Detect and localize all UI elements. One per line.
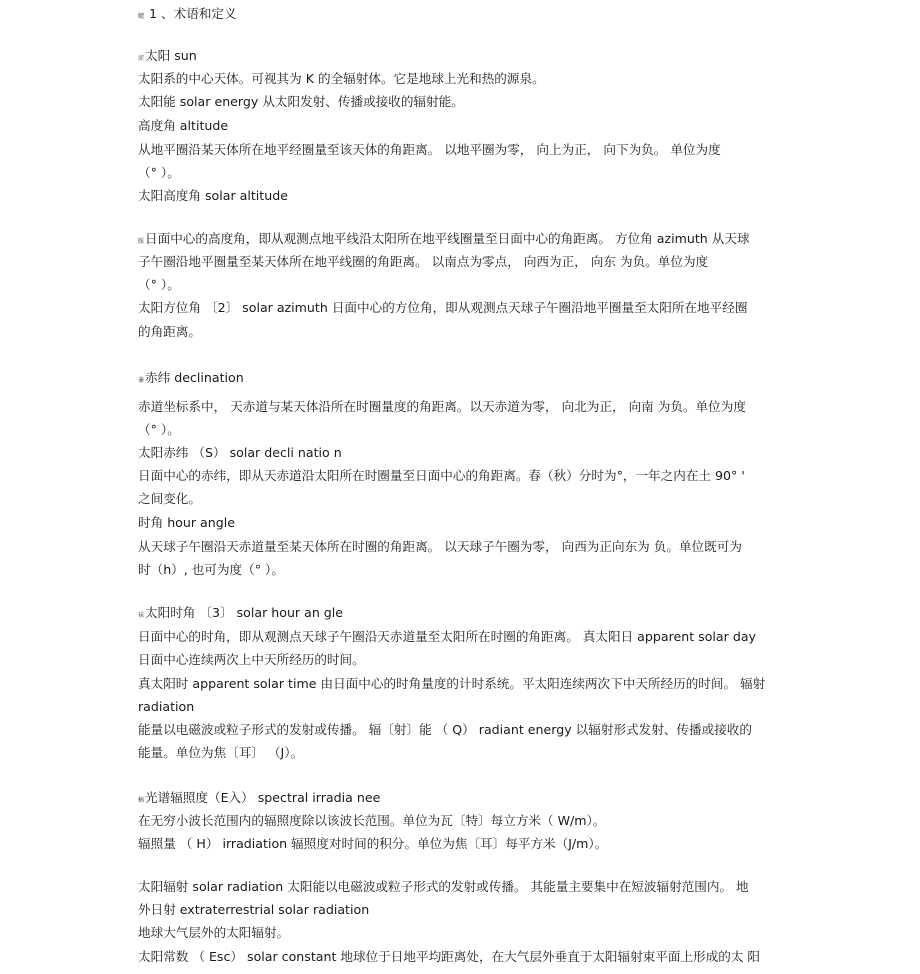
line-text: 赤纬 declination (145, 370, 244, 385)
marker: 脓 (138, 238, 145, 245)
text-line: 子午圈沿地平圈量至某天体所在地平线圈的角距离。 以南点为零点， 向西为正， 向东 为负。单位为度 (138, 254, 709, 269)
marker: 鳃 (138, 13, 145, 20)
term-line (138, 605, 343, 621)
line-text: 日面中心的高度角，即从观测点地平线沿太阳所在地平线圈量至日面中心的角距离。 方位角 azimuth 从天球 (145, 231, 750, 246)
text-line: 外日射 extraterrestrial solar radiation (138, 902, 370, 917)
text-line: 太阳能 solar energy 从太阳发射、传播或接收的辐射能。 (138, 94, 464, 109)
text-line: 辐照量 （ H） irradiation 辐照度对时间的积分。单位为焦〔耳〕每平方米（J/m）。 (138, 836, 608, 851)
marker: 蒹 (138, 377, 145, 384)
text-line: （° ）。 (138, 422, 180, 437)
term-line (138, 48, 197, 64)
text-line: 日面中心的赤纬，即从天赤道沿太阳所在时圈量至日面中心的角距离。春（秋）分时为°，一年之内在土 90° ' (138, 468, 745, 483)
text-line: 从地平圈沿某天体所在地平经圈量至该天体的角距离。 以地平圈为零， 向上为正， 向下为负。 单位为度 (138, 142, 721, 157)
line-text: 太阳 sun (145, 48, 197, 63)
text-line: 真太阳时 apparent solar time 由日面中心的时角量度的计时系统。平太阳连续两次下中天所经历的时间。 辐射 (138, 676, 766, 691)
text-line: 地球大气层外的太阳辐射。 (138, 925, 290, 940)
line-text: 1 、术语和定义 (149, 6, 237, 21)
text-line: 太阳辐射 solar radiation 太阳能以电磁波或粒子形式的发射或传播。 其能量主要集中在短波辐射范围内。 地 (138, 879, 749, 894)
text-line: 能量。单位为焦〔耳〕 （J）。 (138, 745, 304, 760)
text-line: （° ）。 (138, 277, 180, 292)
text-line: 日面中心连续两次上中天所经历的时间。 (138, 652, 365, 667)
text-line: 从天球子午圈沿天赤道量至某天体所在时圈的角距离。 以天球子午圈为零， 向西为正向东为 负。单位既可为 (138, 539, 742, 554)
text-line: 在无穷小波长范围内的辐照度除以该波长范围。单位为瓦〔特〕每立方米（ W/m）。 (138, 813, 606, 828)
text-line: 之间变化。 (138, 491, 201, 506)
text-line (138, 231, 750, 247)
text-line: 时（h）, 也可为度（° ）。 (138, 562, 284, 577)
term-line (138, 790, 380, 806)
text-line: 能量以电磁波或粒子形式的发射或传播。 辐〔射〕能 （ Q） radiant energy 以辐射形式发射、传播或接收的 (138, 722, 752, 737)
term-line (138, 370, 244, 386)
line-text: 太阳时角 〔3〕 solar hour an gle (145, 605, 344, 620)
text-line: 太阳方位角 〔2〕 solar azimuth 日面中心的方位角，即从观测点天球子午圈沿地平圈量至太阳所在地平经圈 (138, 300, 748, 315)
text-line: 的角距离。 (138, 324, 201, 339)
marker: 涩 (138, 55, 145, 62)
text-line: 太阳系的中心天体。可视其为 K 的全辐射体。它是地球上光和热的源泉。 (138, 71, 545, 86)
text-line: 高度角 altitude (138, 118, 229, 133)
text-line: 时角 hour angle (138, 515, 235, 530)
text-line: radiation (138, 699, 195, 714)
text-line: 赤道坐标系中， 天赤道与某天体沿所在时圈量度的角距离。以天赤道为零， 向北为正， 向南 为负。单位为度 (138, 399, 746, 414)
text-line: 太阳常数 （ Esc） solar constant 地球位于日地平均距离处，在大气层外垂直于太阳辐射束平面上形成的太 阳 (138, 949, 761, 964)
marker: 袜 (138, 612, 145, 619)
text-line: （° ）。 (138, 165, 180, 180)
line-text: 光谱辐照度（E入） spectral irradia nee (145, 790, 381, 805)
text-line: 日面中心的时角，即从观测点天球子午圈沿天赤道量至太阳所在时圈的角距离。 真太阳日 apparent solar day (138, 629, 756, 644)
text-line: 太阳赤纬 （S） solar decli natio n (138, 445, 342, 460)
section-heading (138, 6, 237, 22)
text-line: 太阳高度角 solar altitude (138, 188, 288, 203)
marker: 蝌 (138, 797, 145, 804)
